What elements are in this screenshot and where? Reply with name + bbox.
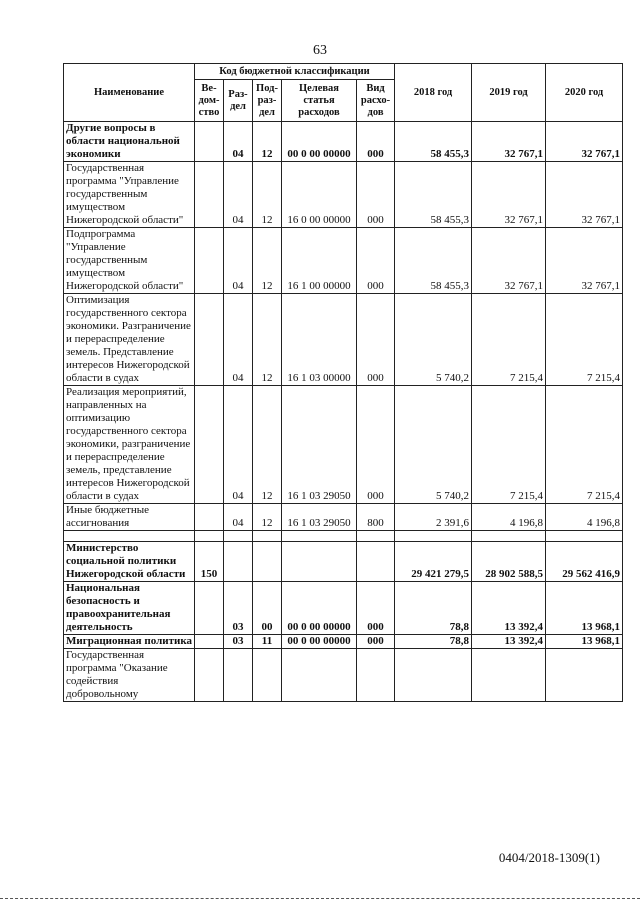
- cell-podrazdel: [253, 649, 282, 702]
- cell-razdel: [224, 649, 253, 702]
- cell-vid: 000: [357, 228, 395, 294]
- cell-podrazdel: 12: [253, 228, 282, 294]
- cell-name: Министерство социальной политики Нижегородской области: [64, 542, 195, 582]
- cell-y2020: 7 215,4: [546, 386, 623, 504]
- cell-vid: [357, 542, 395, 582]
- cell-vid: 000: [357, 294, 395, 386]
- cell-razdel: 03: [224, 582, 253, 635]
- cell-y2019: 13 392,4: [472, 635, 546, 649]
- cell-vid: 800: [357, 504, 395, 531]
- cell-podrazdel: 12: [253, 504, 282, 531]
- cell-y2018: 5 740,2: [395, 294, 472, 386]
- cell-podrazdel: 12: [253, 294, 282, 386]
- cell-razdel: 04: [224, 504, 253, 531]
- cell-celevaya: 16 0 00 00000: [282, 162, 357, 228]
- cell-ved: [195, 635, 224, 649]
- document-code: 0404/2018-1309(1): [498, 850, 600, 865]
- cell-y2018: 5 740,2: [395, 386, 472, 504]
- table-row: [64, 582, 623, 635]
- cell-y2019: 32 767,1: [472, 228, 546, 294]
- header-2019: 2019 год: [472, 64, 546, 122]
- cell-vid: 000: [357, 635, 395, 649]
- cell-podrazdel: 12: [253, 122, 282, 162]
- cell-podrazdel: 11: [253, 635, 282, 649]
- empty-cell: [64, 531, 195, 542]
- table-row: [64, 504, 623, 531]
- cell-y2018: 78,8: [395, 635, 472, 649]
- empty-cell: [253, 531, 282, 542]
- table-row: [64, 228, 623, 294]
- cell-razdel: 04: [224, 294, 253, 386]
- cell-y2020: 32 767,1: [546, 228, 623, 294]
- cell-razdel: 04: [224, 228, 253, 294]
- cell-podrazdel: 00: [253, 582, 282, 635]
- cell-celevaya: [282, 649, 357, 702]
- empty-cell: [546, 531, 623, 542]
- cell-vid: 000: [357, 386, 395, 504]
- cell-ved: [195, 649, 224, 702]
- table-row: [64, 294, 623, 386]
- empty-cell: [357, 531, 395, 542]
- cell-name: Реализация мероприятий, направленных на оптимизацию государственного сектора экономики, разграничение и перераспределение земель, представление интересов Нижегородской области в судах: [64, 386, 195, 504]
- cell-y2019: 32 767,1: [472, 122, 546, 162]
- cell-ved: [195, 504, 224, 531]
- cell-razdel: 04: [224, 162, 253, 228]
- cell-y2019: 32 767,1: [472, 162, 546, 228]
- cell-ved: 150: [195, 542, 224, 582]
- cell-celevaya: 00 0 00 00000: [282, 635, 357, 649]
- table-row: [64, 635, 623, 649]
- empty-cell: [472, 531, 546, 542]
- table-row: [64, 649, 623, 702]
- cell-y2020: 13 968,1: [546, 635, 623, 649]
- cell-y2019: [472, 649, 546, 702]
- cell-vid: 000: [357, 162, 395, 228]
- cell-vid: [357, 649, 395, 702]
- cell-y2018: 78,8: [395, 582, 472, 635]
- table-row: [64, 162, 623, 228]
- page-number: 63: [313, 43, 327, 58]
- cell-y2019: 13 392,4: [472, 582, 546, 635]
- table-spacer-row: [64, 531, 623, 542]
- cell-name: Иные бюджетные ассигнования: [64, 504, 195, 531]
- cell-vid: 000: [357, 122, 395, 162]
- budget-table: [63, 63, 623, 702]
- header-code-group: Код бюджетной классификации: [195, 64, 395, 80]
- cell-y2020: 7 215,4: [546, 294, 623, 386]
- cell-celevaya: 00 0 00 00000: [282, 582, 357, 635]
- cell-y2019: 28 902 588,5: [472, 542, 546, 582]
- cell-razdel: 04: [224, 386, 253, 504]
- header-celevaya: Целевая статья расходов: [282, 80, 357, 122]
- table-row: [64, 542, 623, 582]
- cell-y2020: 4 196,8: [546, 504, 623, 531]
- cell-name: Подпрограмма "Управление государственным имуществом Нижегородской области": [64, 228, 195, 294]
- cell-razdel: 03: [224, 635, 253, 649]
- table-row: [64, 386, 623, 504]
- cell-name: Государственная программа "Управление государственным имуществом Нижегородской области": [64, 162, 195, 228]
- cell-ved: [195, 228, 224, 294]
- cell-celevaya: 16 1 03 00000: [282, 294, 357, 386]
- header-2018: 2018 год: [395, 64, 472, 122]
- empty-cell: [282, 531, 357, 542]
- cell-y2018: 58 455,3: [395, 228, 472, 294]
- cell-ved: [195, 294, 224, 386]
- cell-ved: [195, 122, 224, 162]
- cell-name: Государственная программа "Оказание содействия добровольному: [64, 649, 195, 702]
- cell-y2020: 32 767,1: [546, 162, 623, 228]
- empty-cell: [395, 531, 472, 542]
- cell-y2018: 2 391,6: [395, 504, 472, 531]
- header-vedomstvo: Ве- дом- ство: [195, 80, 224, 122]
- cell-y2018: 58 455,3: [395, 162, 472, 228]
- table-row: [64, 122, 623, 162]
- cell-y2020: 13 968,1: [546, 582, 623, 635]
- cell-name: Другие вопросы в области национальной экономики: [64, 122, 195, 162]
- cell-ved: [195, 162, 224, 228]
- header-razdel: Раз- дел: [224, 80, 253, 122]
- cell-y2018: 58 455,3: [395, 122, 472, 162]
- empty-cell: [195, 531, 224, 542]
- header-podrazdel: Под- раз- дел: [253, 80, 282, 122]
- cell-celevaya: 16 1 03 29050: [282, 386, 357, 504]
- cell-razdel: 04: [224, 122, 253, 162]
- cell-ved: [195, 582, 224, 635]
- cell-y2019: 7 215,4: [472, 294, 546, 386]
- cell-celevaya: 16 1 03 29050: [282, 504, 357, 531]
- cell-vid: 000: [357, 582, 395, 635]
- cell-name: Миграционная политика: [64, 635, 195, 649]
- header-name: Наименование: [64, 64, 195, 122]
- cell-ved: [195, 386, 224, 504]
- header-vid: Вид расхо- дов: [357, 80, 395, 122]
- cell-y2020: [546, 649, 623, 702]
- cell-celevaya: 00 0 00 00000: [282, 122, 357, 162]
- cell-razdel: [224, 542, 253, 582]
- cell-celevaya: 16 1 00 00000: [282, 228, 357, 294]
- cell-podrazdel: 12: [253, 162, 282, 228]
- cell-y2018: [395, 649, 472, 702]
- cell-y2019: 7 215,4: [472, 386, 546, 504]
- cell-y2020: 32 767,1: [546, 122, 623, 162]
- cell-podrazdel: 12: [253, 386, 282, 504]
- empty-cell: [224, 531, 253, 542]
- cell-y2018: 29 421 279,5: [395, 542, 472, 582]
- header-2020: 2020 год: [546, 64, 623, 122]
- cell-name: Национальная безопасность и правоохранительная деятельность: [64, 582, 195, 635]
- cell-celevaya: [282, 542, 357, 582]
- cell-name: Оптимизация государственного сектора экономики. Разграничение и перераспределение земель. Представление интересов Нижегородской области в судах: [64, 294, 195, 386]
- bottom-edge-line: [0, 898, 640, 899]
- cell-y2019: 4 196,8: [472, 504, 546, 531]
- cell-podrazdel: [253, 542, 282, 582]
- cell-y2020: 29 562 416,9: [546, 542, 623, 582]
